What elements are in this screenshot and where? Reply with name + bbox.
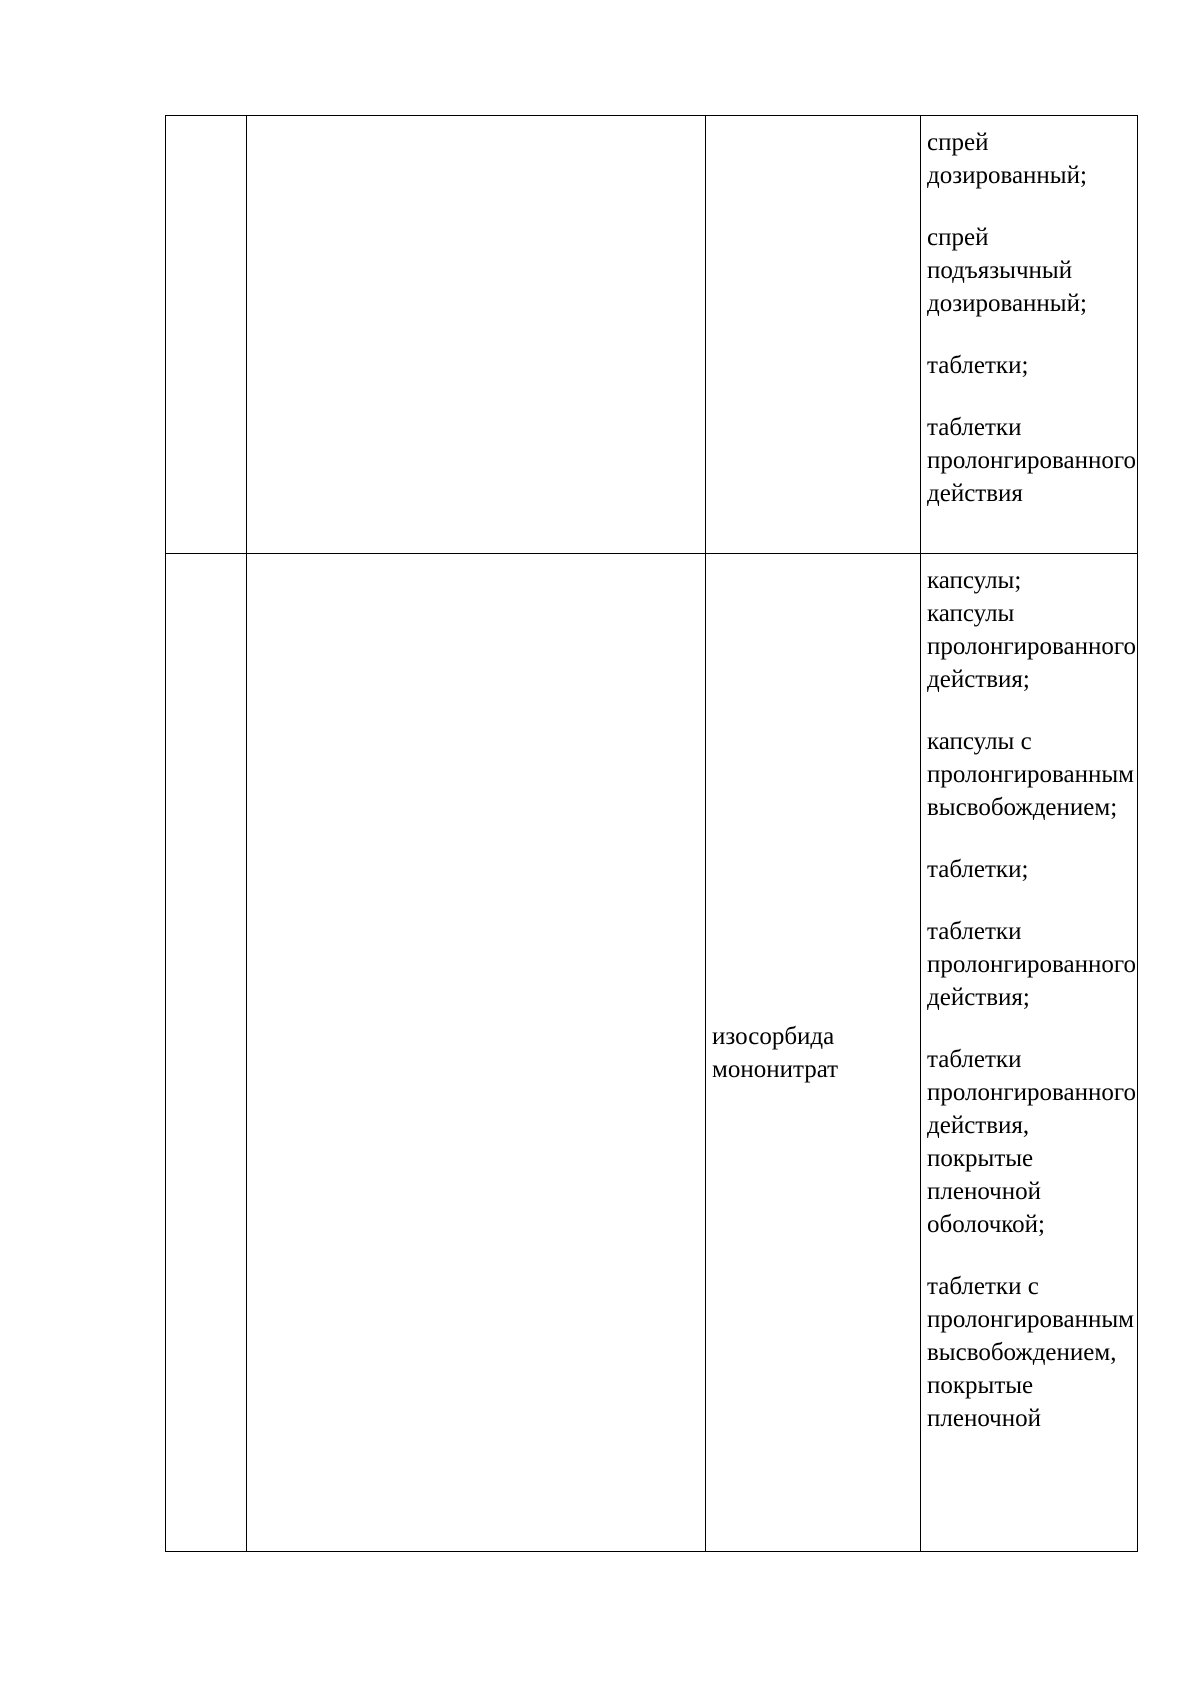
group-cell [247, 116, 706, 554]
dosage-form-item: таблетки пролонгированного действия, покрытые пленочной оболочкой; [927, 1046, 1136, 1238]
dosage-form-item: таблетки с пролонгированным высвобождением, покрытые пленочной [927, 1273, 1134, 1432]
drug-name-cell [706, 554, 921, 1552]
drug-name-cell [706, 116, 921, 554]
dosage-form-item: капсулы; [927, 567, 1022, 594]
dosage-form-item: спрей подъязычный дозированный; [927, 224, 1087, 317]
dosage-forms-cell [921, 554, 1138, 1552]
table-row [166, 554, 1138, 1552]
row-number-cell [166, 554, 247, 1552]
dosage-forms-cell [921, 116, 1138, 554]
dosage-form-item: таблетки; [927, 856, 1029, 883]
dosage-form-item: таблетки; [927, 352, 1029, 379]
dosage-form-item: спрей дозированный; [927, 129, 1087, 189]
drug-name: изосорбида мононитрат [712, 1022, 839, 1083]
dosage-form-item: капсулы с пролонгированным высвобождением; [927, 728, 1134, 821]
table-row [166, 116, 1138, 554]
dosage-form-item: капсулы пролонгированного действия; [927, 600, 1136, 693]
dosage-form-item: таблетки пролонгированного действия [927, 414, 1136, 507]
dosage-form-item: таблетки пролонгированного действия; [927, 918, 1136, 1011]
group-cell [247, 554, 706, 1552]
drug-table [165, 115, 1138, 1552]
row-number-cell [166, 116, 247, 554]
